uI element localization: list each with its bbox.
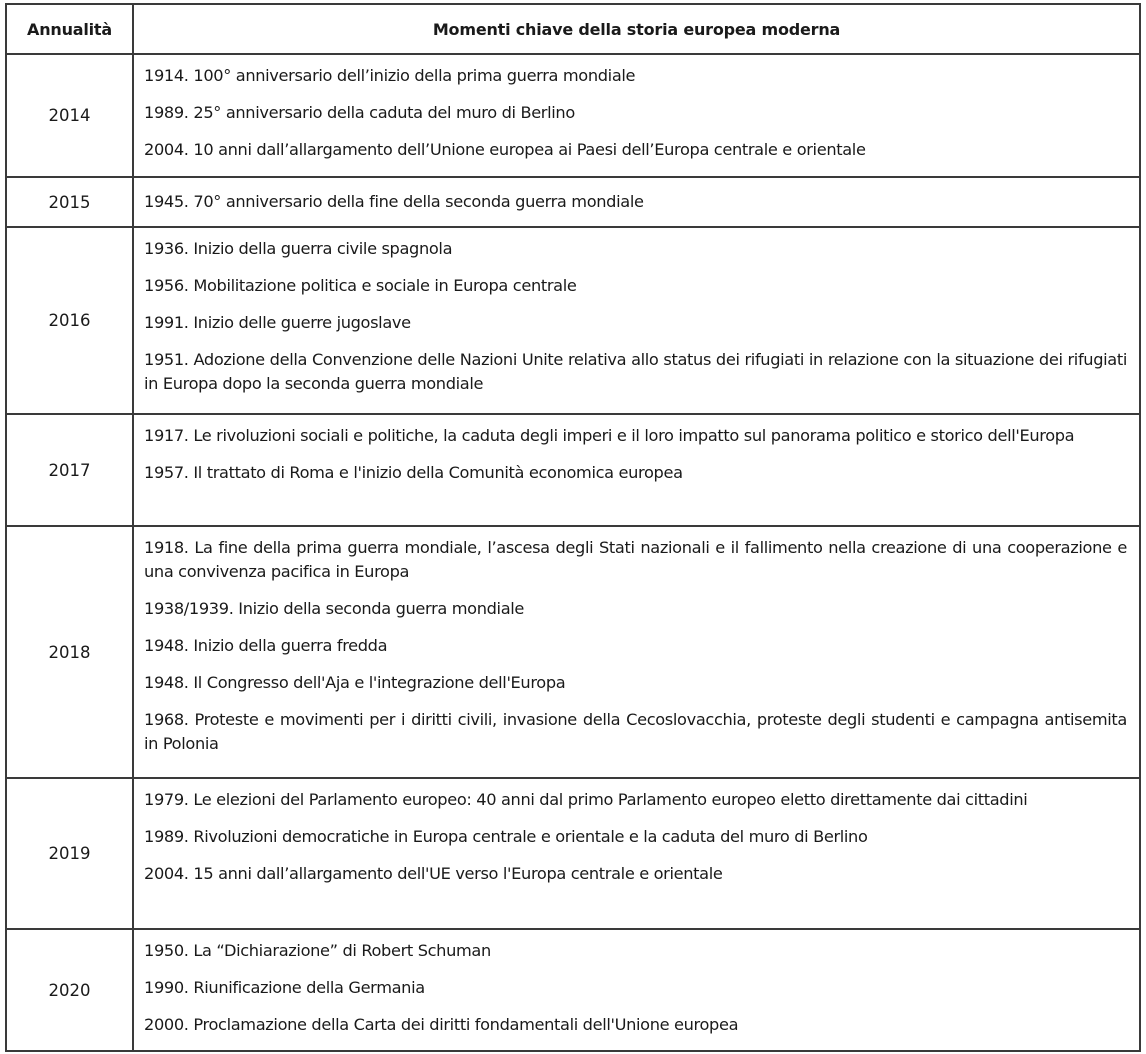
events-cell <box>133 227 1140 414</box>
year-cell: 2014 <box>6 54 133 177</box>
events-cell <box>133 526 1140 778</box>
table-row <box>6 414 1140 526</box>
table-row <box>6 177 1140 227</box>
table-row <box>6 526 1140 778</box>
table-row <box>6 929 1140 1051</box>
event-item: 1989. 25° anniversario della caduta del muro di Berlino <box>144 103 575 122</box>
event-item: 1914. 100° anniversario dell’inizio della prima guerra mondiale <box>144 66 636 85</box>
header-year: Annualità <box>6 4 133 54</box>
event-item: 1989. Rivoluzioni democratiche in Europa centrale e orientale e la caduta del muro di Berlino <box>144 827 868 846</box>
events-cell <box>133 54 1140 177</box>
event-item: 1968. Proteste e movimenti per i diritti civili, invasione della Cecoslovacchia, proteste degli studenti e campagna antisemita in Polonia <box>144 710 1127 753</box>
events-cell <box>133 414 1140 526</box>
header-row <box>6 4 1140 54</box>
table-row <box>6 778 1140 929</box>
history-table <box>5 3 1141 1052</box>
event-item: 1979. Le elezioni del Parlamento europeo: 40 anni dal primo Parlamento europeo eletto direttamente dai cittadini <box>144 790 1028 809</box>
event-item: 1948. Inizio della guerra fredda <box>144 636 388 655</box>
event-item: 1938/1939. Inizio della seconda guerra mondiale <box>144 599 525 618</box>
header-events: Momenti chiave della storia europea moderna <box>133 4 1140 54</box>
events-cell <box>133 177 1140 227</box>
event-item: 2004. 15 anni dall’allargamento dell'UE verso l'Europa centrale e orientale <box>144 864 723 883</box>
year-cell: 2020 <box>6 929 133 1051</box>
event-item: 1917. Le rivoluzioni sociali e politiche, la caduta degli imperi e il loro impatto sul panorama politico e storico dell'Europa <box>144 426 1075 445</box>
event-item: 1918. La fine della prima guerra mondiale, l’ascesa degli Stati nazionali e il fallimento nella creazione di una cooperazione e una convivenza pacifica in Europa <box>144 538 1127 581</box>
table-row <box>6 227 1140 414</box>
event-item: 1936. Inizio della guerra civile spagnola <box>144 239 453 258</box>
table-row <box>6 54 1140 177</box>
year-cell: 2017 <box>6 414 133 526</box>
year-cell: 2018 <box>6 526 133 778</box>
event-item: 1945. 70° anniversario della fine della seconda guerra mondiale <box>144 192 644 211</box>
year-cell: 2016 <box>6 227 133 414</box>
event-item: 1990. Riunificazione della Germania <box>144 978 425 997</box>
event-item: 1957. Il trattato di Roma e l'inizio della Comunità economica europea <box>144 463 683 482</box>
events-cell <box>133 929 1140 1051</box>
event-item: 2000. Proclamazione della Carta dei diritti fondamentali dell'Unione europea <box>144 1015 739 1034</box>
year-cell: 2015 <box>6 177 133 227</box>
event-item: 1950. La “Dichiarazione” di Robert Schuman <box>144 941 491 960</box>
event-item: 2004. 10 anni dall’allargamento dell’Unione europea ai Paesi dell’Europa centrale e orientale <box>144 140 866 159</box>
event-item: 1948. Il Congresso dell'Aja e l'integrazione dell'Europa <box>144 673 566 692</box>
year-cell: 2019 <box>6 778 133 929</box>
event-item: 1991. Inizio delle guerre jugoslave <box>144 313 411 332</box>
event-item: 1951. Adozione della Convenzione delle Nazioni Unite relativa allo status dei rifugiati in relazione con la situazione dei rifugiati in Europa dopo la seconda guerra mondiale <box>144 350 1127 393</box>
events-cell <box>133 778 1140 929</box>
event-item: 1956. Mobilitazione politica e sociale in Europa centrale <box>144 276 577 295</box>
table-body <box>6 54 1140 1051</box>
